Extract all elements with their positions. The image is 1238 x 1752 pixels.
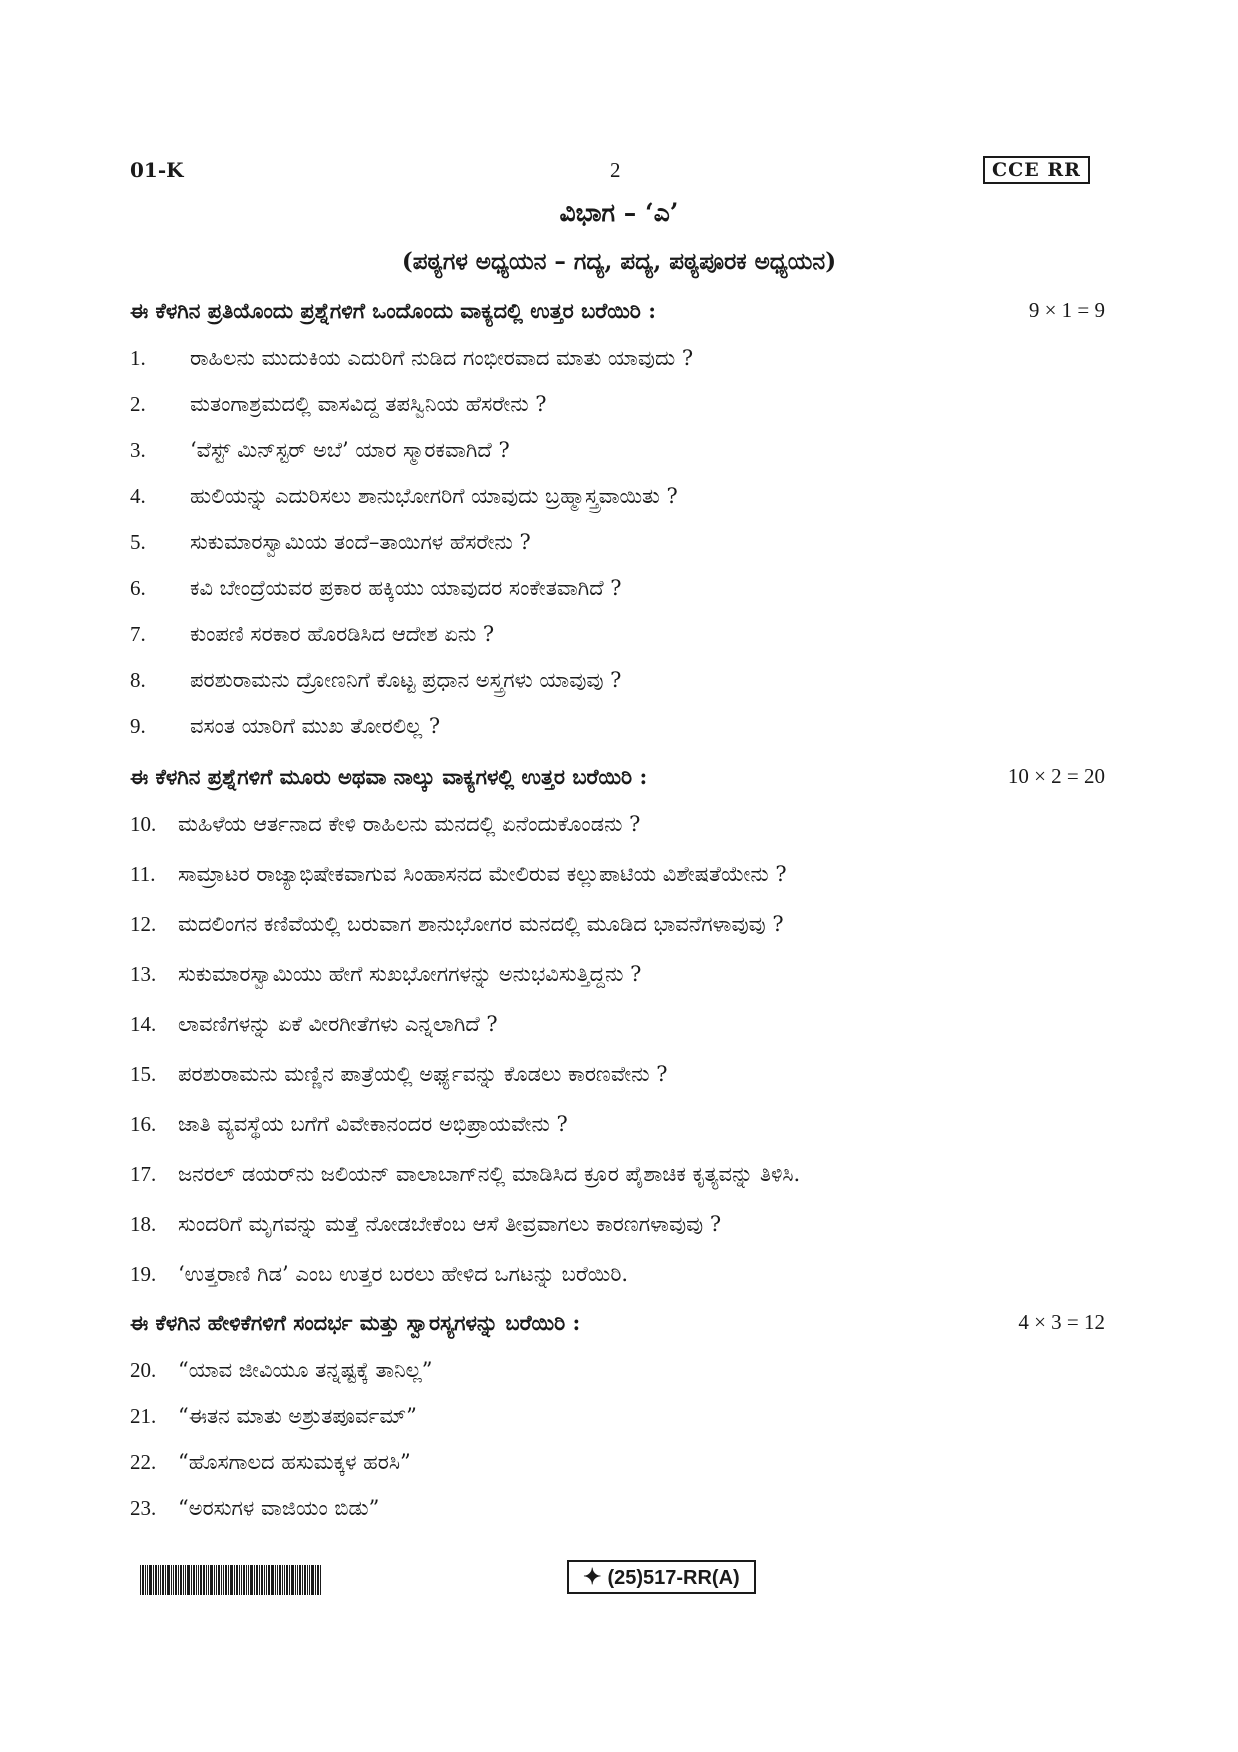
question-text: ಮದಲಿಂಗನ ಕಣಿವೆಯಲ್ಲಿ ಬರುವಾಗ ಶಾನುಭೋಗರ ಮನದಲ್ಲಿ ಮೂಡಿದ ಭಾವನೆಗಳಾವುವು ?	[178, 912, 784, 936]
footer-code-text: (25)517-RR(A)	[607, 1567, 740, 1589]
barcode-bar	[183, 1565, 184, 1595]
question-number: 2.	[130, 392, 146, 416]
marks-label: 9 × 1 = 9	[1028, 298, 1105, 322]
question-text: ಸಾಮ್ರಾಟರ ರಾಜ್ಯಾಭಿಷೇಕವಾಗುವ ಸಿಂಹಾಸನದ ಮೇಲಿರುವ ಕಲ್ಲುಪಾಟಿಯ ವಿಶೇಷತೆಯೇನು ?	[178, 862, 787, 886]
question-text: ‘ಉತ್ತರಾಣಿ ಗಿಡ’ ಎಂಬ ಉತ್ತರ ಬರಲು ಹೇಳಿದ ಒಗಟನ್ನು ಬರೆಯಿರಿ.	[178, 1262, 629, 1286]
barcode-bar	[266, 1565, 267, 1595]
instruction-text: ಈ ಕೆಳಗಿನ ಪ್ರಶ್ನೆಗಳಿಗೆ ಮೂರು ಅಥವಾ ನಾಲ್ಕು ವಾಕ್ಯಗಳಲ್ಲಿ ಉತ್ತರ ಬರೆಯಿರಿ :	[130, 764, 648, 789]
question-text: ಜಾತಿ ವ್ಯವಸ್ಥೆಯ ಬಗೆಗೆ ವಿವೇಕಾನಂದರ ಅಭಿಪ್ರಾಯವೇನು ?	[178, 1112, 568, 1136]
barcode-bar	[200, 1565, 202, 1595]
question-text: ಕವಿ ಬೇಂದ್ರೆಯವರ ಪ್ರಕಾರ ಹಕ್ಕಿಯು ಯಾವುದರ ಸಂಕೇತವಾಗಿದೆ ?	[190, 576, 622, 600]
question-text: ಹುಲಿಯನ್ನು ಎದುರಿಸಲು ಶಾನುಭೋಗರಿಗೆ ಯಾವುದು ಬ್ರಹ್ಮಾಸ್ತ್ರವಾಯಿತು ?	[190, 484, 678, 508]
marks-label: 10 × 2 = 20	[1007, 764, 1105, 788]
question-text: ಮಹಿಳೆಯ ಆರ್ತನಾದ ಕೇಳಿ ರಾಹಿಲನು ಮನದಲ್ಲಿ ಏನೆಂದುಕೊಂಡನು ?	[178, 812, 641, 836]
question-number: 10.	[130, 812, 157, 836]
question-text: ಲಾವಣಿಗಳನ್ನು ಏಕೆ ವೀರಗೀತೆಗಳು ಎನ್ನಲಾಗಿದೆ ?	[178, 1012, 498, 1036]
question-item	[130, 1062, 667, 1087]
barcode-bar	[309, 1565, 310, 1595]
barcode-bar	[171, 1565, 172, 1595]
question-number: 19.	[130, 1262, 157, 1286]
question-item	[130, 576, 622, 601]
question-text: ‘ವೆಸ್ಟ್ ಮಿನ್‌ಸ್ಟರ್ ಅಬೆ’ ಯಾರ ಸ್ಮಾರಕವಾಗಿದೆ ?	[190, 438, 510, 462]
barcode-bar	[162, 1565, 164, 1595]
barcode-bar	[206, 1565, 207, 1595]
question-item	[130, 1112, 568, 1137]
barcode-bar	[173, 1565, 174, 1595]
question-text: ಸುಕುಮಾರಸ್ವಾಮಿಯ ತಂದೆ–ತಾಯಿಗಳ ಹೆಸರೇನು ?	[190, 530, 531, 554]
question-text: ಪರಶುರಾಮನು ಮಣ್ಣಿನ ಪಾತ್ರೆಯಲ್ಲಿ ಅರ್ಘ್ಯವನ್ನು ಕೊಡಲು ಕಾರಣವೇನು ?	[178, 1062, 668, 1086]
barcode-bar	[145, 1565, 146, 1595]
barcode-bar	[223, 1565, 224, 1595]
barcode-bar	[155, 1565, 157, 1595]
barcode-bar	[180, 1565, 182, 1595]
question-item	[130, 1162, 800, 1187]
question-item	[130, 1262, 628, 1287]
barcode-bar	[165, 1565, 166, 1595]
question-number: 7.	[130, 622, 146, 646]
question-text: ವಸಂತ ಯಾರಿಗೆ ಮುಖ ತೋರಲಿಲ್ಲ ?	[190, 714, 441, 738]
section-subtitle: (ಪಠ್ಯಗಳ ಅಧ್ಯಯನ – ಗದ್ಯ, ಪದ್ಯ, ಪಠ್ಯಪೂರಕ ಅಧ್ಯಯನ)	[401, 248, 837, 275]
barcode-bar	[234, 1565, 235, 1595]
question-item	[130, 1012, 498, 1037]
question-number: 15.	[130, 1062, 157, 1086]
section-title: ವಿಭಾಗ – ‘ಎ’	[559, 198, 679, 227]
barcode-bar	[142, 1565, 144, 1595]
barcode-bar	[311, 1565, 314, 1595]
barcode-bar	[228, 1565, 229, 1595]
question-item	[130, 668, 621, 693]
barcode-bar	[259, 1565, 260, 1595]
question-number: 11.	[130, 862, 156, 886]
barcode-bar	[271, 1565, 274, 1595]
barcode-bar	[140, 1565, 141, 1595]
barcode-bar	[153, 1565, 154, 1595]
barcode-bar	[147, 1565, 148, 1595]
barcode-bar	[158, 1565, 159, 1595]
question-number: 22.	[130, 1450, 157, 1474]
barcode-bar	[307, 1565, 308, 1595]
barcode-bar	[187, 1565, 190, 1595]
question-number: 14.	[130, 1012, 157, 1036]
barcode-bar	[286, 1565, 288, 1595]
barcode-bar	[203, 1565, 205, 1595]
barcode-bar	[256, 1565, 258, 1595]
barcode-bar	[302, 1565, 303, 1595]
barcode-bar	[241, 1565, 242, 1595]
barcode-bar	[248, 1565, 249, 1595]
barcode-bar	[243, 1565, 245, 1595]
barcode	[140, 1565, 375, 1595]
barcode-bar	[160, 1565, 161, 1595]
header-badge: CCE RR	[983, 156, 1090, 184]
barcode-bar	[208, 1565, 209, 1595]
question-number: 13.	[130, 962, 157, 986]
question-number: 9.	[130, 714, 146, 738]
question-item	[130, 1404, 417, 1429]
barcode-bar	[275, 1565, 276, 1595]
page-number: 2	[610, 158, 621, 182]
barcode-bar	[304, 1565, 306, 1595]
question-item	[130, 530, 531, 555]
barcode-bar	[149, 1565, 152, 1595]
question-item	[130, 862, 787, 887]
barcode-bar	[239, 1565, 240, 1595]
question-number: 3.	[130, 438, 146, 462]
barcode-bar	[191, 1565, 192, 1595]
question-number: 6.	[130, 576, 146, 600]
question-item	[130, 812, 640, 837]
barcode-bar	[295, 1565, 296, 1595]
barcode-bar	[320, 1565, 321, 1595]
question-item	[130, 1496, 379, 1521]
barcode-bar	[282, 1565, 283, 1595]
question-number: 12.	[130, 912, 157, 936]
question-number: 23.	[130, 1496, 157, 1520]
barcode-bar	[210, 1565, 213, 1595]
section-1-instruction	[130, 298, 1105, 324]
question-item	[130, 962, 641, 987]
barcode-bar	[289, 1565, 290, 1595]
question-text: “ಈತನ ಮಾತು ಅಶ್ರುತಪೂರ್ವಮ್”	[178, 1404, 417, 1428]
barcode-bar	[167, 1565, 170, 1595]
question-text: ಸುಕುಮಾರಸ್ವಾಮಿಯು ಹೇಗೆ ಸುಖಭೋಗಗಳನ್ನು ಅನುಭವಿಸುತ್ತಿದ್ದನು ?	[178, 962, 642, 986]
question-item	[130, 484, 678, 509]
footer-code	[567, 1560, 756, 1594]
barcode-bar	[175, 1565, 177, 1595]
section-3-instruction	[130, 1310, 1105, 1336]
barcode-bar	[221, 1565, 222, 1595]
question-number: 21.	[130, 1404, 157, 1428]
instruction-text: ಈ ಕೆಳಗಿನ ಪ್ರತಿಯೊಂದು ಪ್ರಶ್ನೆಗಳಿಗೆ ಒಂದೊಂದು ವಾಕ್ಯದಲ್ಲಿ ಉತ್ತರ ಬರೆಯಿರಿ :	[130, 298, 656, 323]
question-number: 16.	[130, 1112, 157, 1136]
question-item	[130, 1450, 411, 1475]
question-text: ಸುಂದರಿಗೆ ಮೃಗವನ್ನು ಮತ್ತೆ ನೋಡಬೇಕೆಂಬ ಆಸೆ ತೀವ್ರವಾಗಲು ಕಾರಣಗಳಾವುವು ?	[178, 1212, 722, 1236]
barcode-bar	[317, 1565, 319, 1595]
barcode-bar	[193, 1565, 195, 1595]
barcode-bar	[185, 1565, 186, 1595]
barcode-bar	[225, 1565, 227, 1595]
barcode-bar	[218, 1565, 220, 1595]
question-item	[130, 1358, 433, 1383]
question-text: “ಅರಸುಗಳ ವಾಜಿಯಂ ಬಿಡು”	[178, 1496, 380, 1520]
question-number: 18.	[130, 1212, 157, 1236]
question-number: 20.	[130, 1358, 157, 1382]
barcode-bar	[277, 1565, 278, 1595]
four-point-star-icon: ✦	[583, 1564, 602, 1589]
barcode-bar	[268, 1565, 270, 1595]
barcode-bar	[254, 1565, 255, 1595]
question-text: ಜನರಲ್ ಡಯರ್‌ನು ಜಲಿಯನ್ ವಾಲಾಬಾಗ್‌ನಲ್ಲಿ ಮಾಡಿಸಿದ ಕ್ರೂರ ಪೈಶಾಚಿಕ ಕೃತ್ಯವನ್ನು ತಿಳಿಸಿ.	[178, 1162, 801, 1186]
question-item	[130, 622, 494, 647]
question-number: 4.	[130, 484, 146, 508]
barcode-bar	[216, 1565, 217, 1595]
marks-label: 4 × 3 = 12	[1018, 1310, 1105, 1334]
barcode-bar	[297, 1565, 298, 1595]
question-text: ಕುಂಪಣಿ ಸರಕಾರ ಹೊರಡಿಸಿದ ಆದೇಶ ಏನು ?	[190, 622, 495, 646]
question-item	[130, 912, 784, 937]
question-number: 5.	[130, 530, 146, 554]
barcode-bar	[284, 1565, 285, 1595]
question-item	[130, 392, 547, 417]
question-number: 17.	[130, 1162, 157, 1186]
barcode-bar	[198, 1565, 199, 1595]
barcode-bar	[178, 1565, 179, 1595]
barcode-bar	[261, 1565, 263, 1595]
question-text: ಪರಶುರಾಮನು ದ್ರೋಣನಿಗೆ ಕೊಟ್ಟ ಪ್ರಧಾನ ಅಸ್ತ್ರಗಳು ಯಾವುವು ?	[190, 668, 622, 692]
barcode-bar	[299, 1565, 301, 1595]
question-item	[130, 714, 440, 739]
barcode-bar	[246, 1565, 247, 1595]
barcode-bar	[291, 1565, 294, 1595]
question-text: ಮತಂಗಾಶ್ರಮದಲ್ಲಿ ವಾಸವಿದ್ದ ತಪಸ್ವಿನಿಯ ಹೆಸರೇನು ?	[190, 392, 547, 416]
question-text: ರಾಹಿಲನು ಮುದುಕಿಯ ಎದುರಿಗೆ ನುಡಿದ ಗಂಭೀರವಾದ ಮಾತು ಯಾವುದು ?	[190, 346, 694, 370]
question-item	[130, 438, 510, 463]
barcode-bar	[250, 1565, 253, 1595]
barcode-bar	[236, 1565, 238, 1595]
question-item	[130, 1212, 721, 1237]
barcode-bar	[196, 1565, 197, 1595]
barcode-bar	[230, 1565, 233, 1595]
barcode-bar	[279, 1565, 281, 1595]
barcode-bar	[264, 1565, 265, 1595]
barcode-bar	[214, 1565, 215, 1595]
instruction-text: ಈ ಕೆಳಗಿನ ಹೇಳಿಕೆಗಳಿಗೆ ಸಂದರ್ಭ ಮತ್ತು ಸ್ವಾರಸ್ಯಗಳನ್ನು ಬರೆಯಿರಿ :	[130, 1310, 581, 1335]
header-code: 01-K	[130, 158, 184, 182]
question-number: 1.	[130, 346, 146, 370]
question-text: “ಹೊಸಗಾಲದ ಹಸುಮಕ್ಕಳ ಹರಸಿ”	[178, 1450, 411, 1474]
barcode-bar	[315, 1565, 316, 1595]
question-number: 8.	[130, 668, 146, 692]
question-text: “ಯಾವ ಜೀವಿಯೂ ತನ್ನಷ್ಟಕ್ಕೆ ತಾನಿಲ್ಲ”	[178, 1358, 433, 1382]
section-2-instruction	[130, 764, 1105, 790]
question-item	[130, 346, 693, 371]
